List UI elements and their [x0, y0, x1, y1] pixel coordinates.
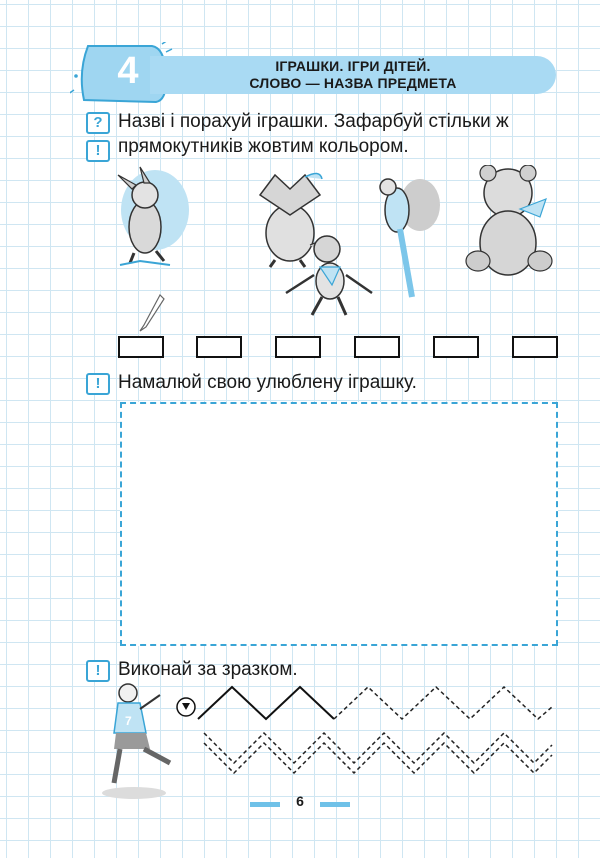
football-player-illustration: [102, 684, 195, 799]
question-icon: ?: [86, 112, 110, 134]
trace-zigzag-line: [334, 687, 552, 719]
task1-text-line1: Назві і порахуй іграшки. Зафарбуй стільки ж: [118, 111, 509, 132]
answer-box[interactable]: [275, 336, 321, 358]
parrot-toy: [380, 179, 440, 297]
attention-book-icon: !: [86, 140, 110, 162]
bunny-toy: [118, 167, 189, 265]
answer-box[interactable]: [354, 336, 400, 358]
task3-text: Виконай за зразком.: [118, 659, 298, 680]
page-number: 6: [296, 793, 304, 809]
page-footer: [0, 790, 600, 820]
pattern-exercise: [100, 683, 560, 803]
attention-book-icon: !: [86, 373, 110, 395]
answer-box[interactable]: [433, 336, 479, 358]
lesson-number: 4: [117, 50, 139, 92]
sample-zigzag-line: [198, 687, 334, 719]
lesson-title: [150, 56, 556, 94]
teddy-bear-toy: [466, 165, 552, 275]
toys-illustration: [100, 165, 560, 335]
footer-accent-bar: [250, 802, 280, 807]
footer-accent-bar: [320, 802, 350, 807]
answer-box[interactable]: [196, 336, 242, 358]
trace-zigzag-line: [204, 743, 552, 773]
lesson-title-line2: СЛОВО — НАЗВА ПРЕДМЕТА: [249, 75, 457, 91]
answer-box[interactable]: [512, 336, 558, 358]
task2-text: Намалюй свою улюблену іграшку.: [118, 372, 417, 393]
answer-box[interactable]: [118, 336, 164, 358]
drawing-area[interactable]: [120, 402, 558, 646]
task1-text-line2: прямокутників жовтим кольором.: [118, 136, 409, 157]
attention-book-icon: !: [86, 660, 110, 682]
lesson-title-line1: ІГРАШКИ. ІГРИ ДІТЕЙ.: [275, 58, 431, 74]
shirt-number: 7: [125, 714, 132, 728]
pencil-icon: [140, 295, 164, 331]
